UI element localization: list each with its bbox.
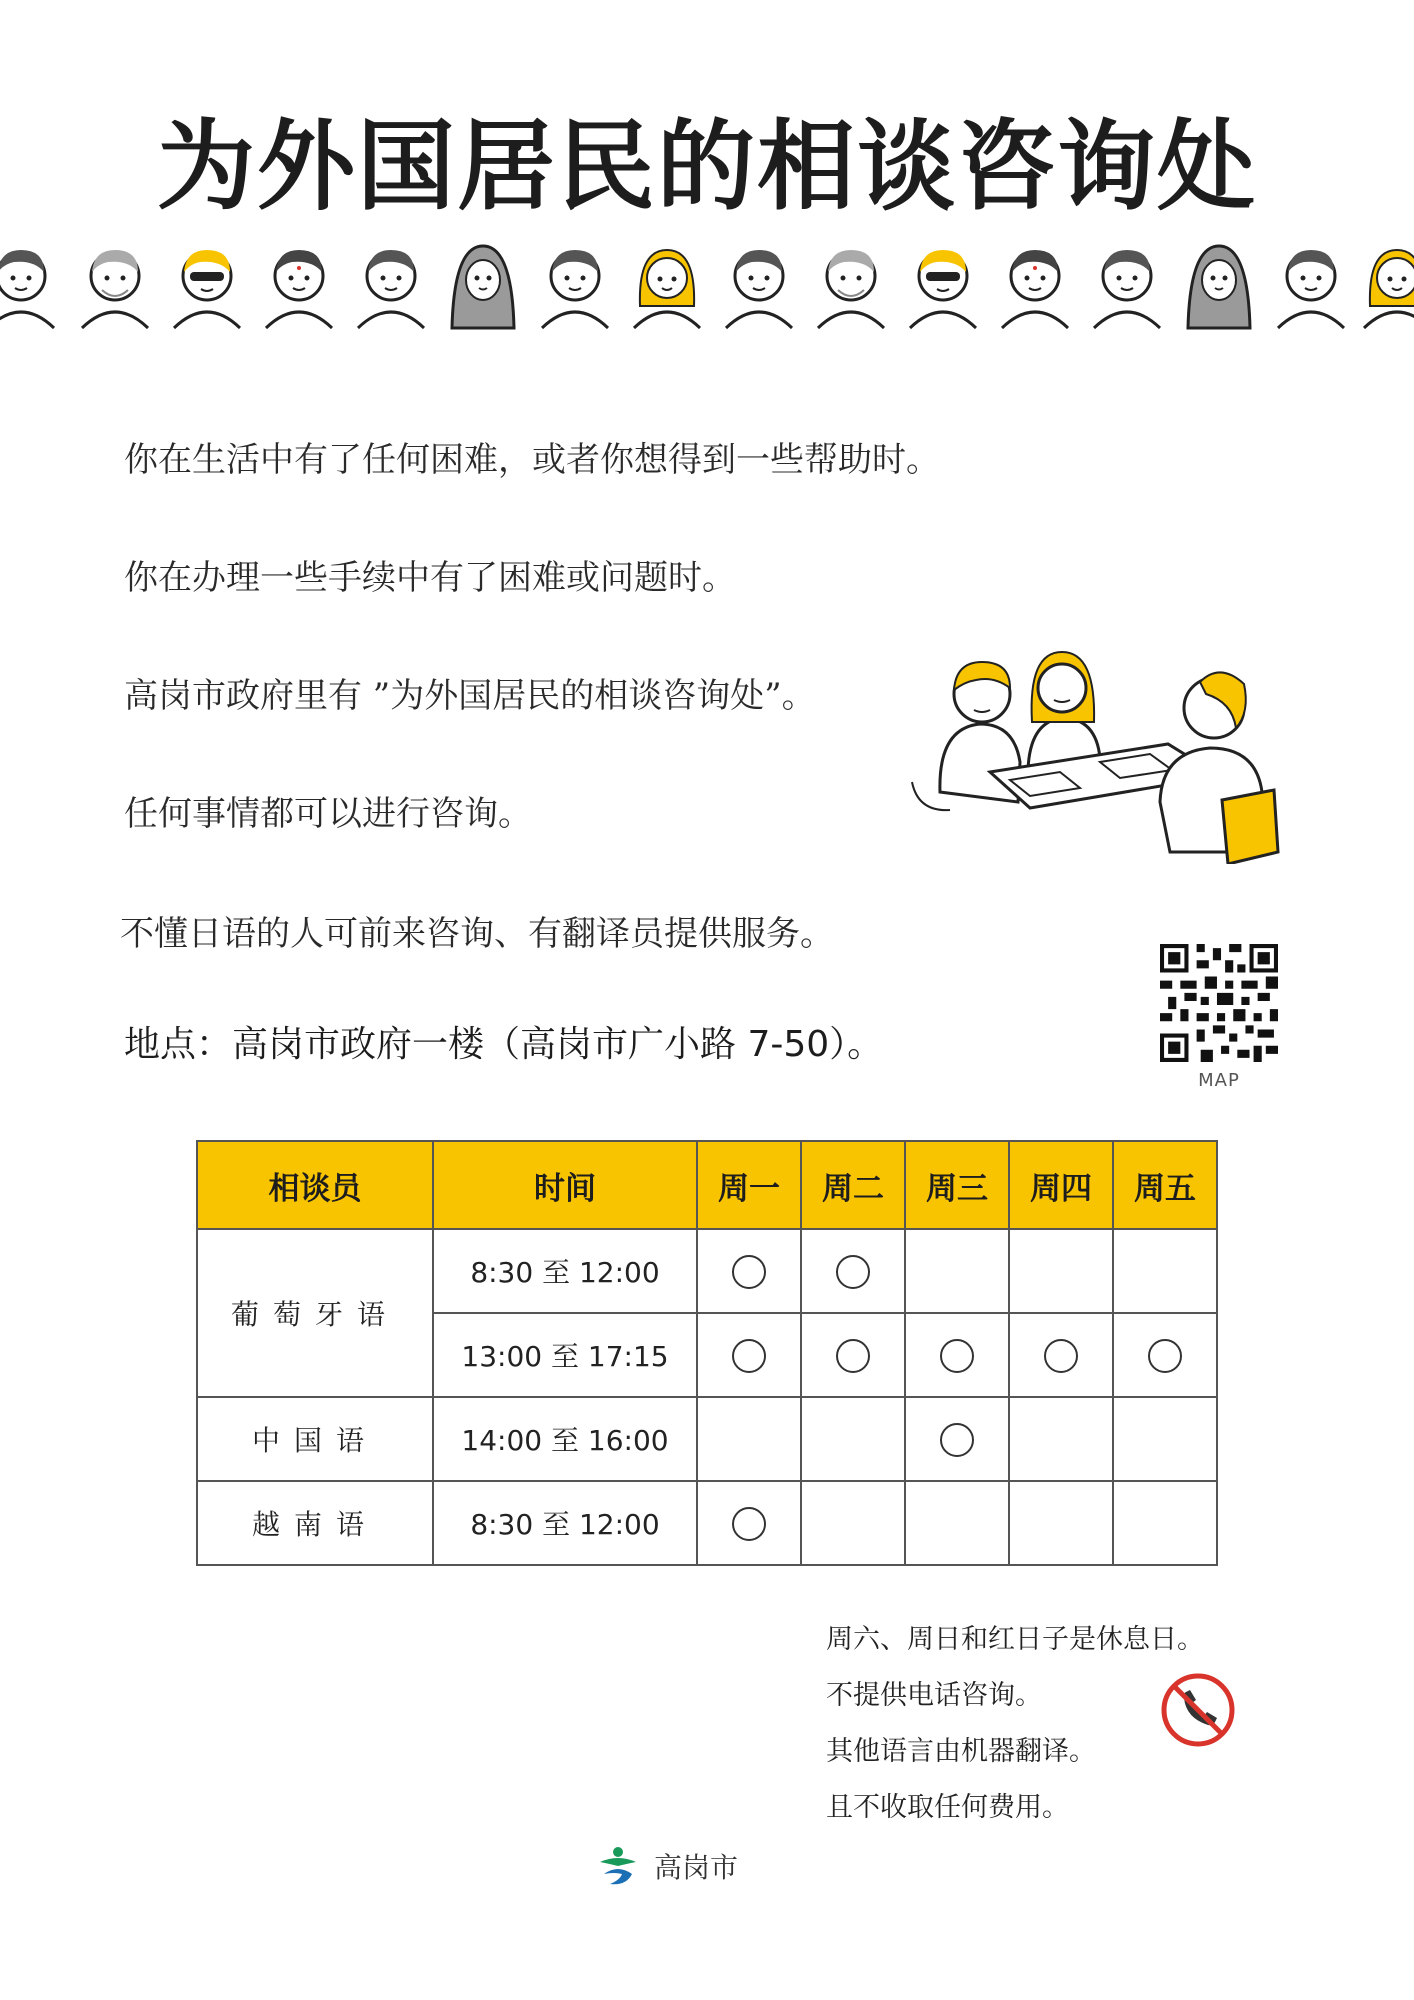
consultation-illustration bbox=[910, 632, 1286, 864]
language-cell: 中国语 bbox=[197, 1397, 433, 1481]
time-cell: 8:30 至 12:00 bbox=[433, 1229, 697, 1313]
note-line: 且不收取任何费用。 bbox=[826, 1792, 1069, 1823]
available-mark bbox=[732, 1255, 766, 1289]
time-cell: 13:00 至 17:15 bbox=[433, 1313, 697, 1397]
table-row bbox=[197, 1481, 1217, 1565]
day-cell bbox=[1113, 1313, 1217, 1397]
face-icon bbox=[540, 236, 610, 330]
intro-line: 你在生活中有了任何困难，或者你想得到一些帮助时。 bbox=[124, 440, 940, 480]
day-cell bbox=[697, 1481, 801, 1565]
faces-banner bbox=[0, 236, 1414, 330]
time-cell: 14:00 至 16:00 bbox=[433, 1397, 697, 1481]
header-thu: 周四 bbox=[1009, 1141, 1113, 1229]
header-tue: 周二 bbox=[801, 1141, 905, 1229]
note-line: 周六、周日和红日子是休息日。 bbox=[826, 1624, 1204, 1655]
intro-line: 不懂日语的人可前来咨询、有翻译员提供服务。 bbox=[120, 914, 834, 954]
table-header-row bbox=[197, 1141, 1217, 1229]
day-cell bbox=[905, 1313, 1009, 1397]
day-cell bbox=[1009, 1313, 1113, 1397]
face-icon bbox=[1276, 236, 1346, 330]
available-mark bbox=[1044, 1339, 1078, 1373]
note-line: 不提供电话咨询。 bbox=[826, 1680, 1042, 1711]
table-row bbox=[197, 1229, 1217, 1313]
note-line: 其他语言由机器翻译。 bbox=[826, 1736, 1096, 1767]
face-icon bbox=[1092, 236, 1162, 330]
day-cell bbox=[905, 1229, 1009, 1313]
city-logo-icon bbox=[596, 1844, 640, 1888]
available-mark bbox=[940, 1423, 974, 1457]
day-cell bbox=[1113, 1229, 1217, 1313]
header-counselor: 相谈员 bbox=[197, 1141, 433, 1229]
face-icon bbox=[1184, 236, 1254, 330]
face-icon bbox=[264, 236, 334, 330]
day-cell bbox=[1113, 1397, 1217, 1481]
face-icon bbox=[80, 236, 150, 330]
face-icon bbox=[448, 236, 518, 330]
location-text: 地点：高岗市政府一楼（高岗市广小路 7-50）。 bbox=[124, 1024, 884, 1065]
available-mark bbox=[732, 1507, 766, 1541]
intro-line: 你在办理一些手续中有了困难或问题时。 bbox=[124, 558, 736, 598]
footer bbox=[596, 1844, 738, 1888]
day-cell bbox=[801, 1229, 905, 1313]
no-phone-icon bbox=[1160, 1672, 1236, 1748]
page-title: 为外国居民的相谈咨询处 bbox=[156, 110, 1257, 224]
day-cell bbox=[697, 1313, 801, 1397]
notes bbox=[826, 1624, 1204, 1848]
header-mon: 周一 bbox=[697, 1141, 801, 1229]
intro-line: 高岗市政府里有 ”为外国居民的相谈咨询处”。 bbox=[124, 676, 816, 716]
face-icon bbox=[908, 236, 978, 330]
header-time: 时间 bbox=[433, 1141, 697, 1229]
face-icon bbox=[356, 236, 426, 330]
day-cell bbox=[801, 1481, 905, 1565]
map-qr-code[interactable] bbox=[1160, 944, 1278, 1062]
schedule-table bbox=[196, 1140, 1218, 1566]
day-cell bbox=[1009, 1481, 1113, 1565]
face-icon bbox=[632, 236, 702, 330]
day-cell bbox=[1009, 1229, 1113, 1313]
face-icon bbox=[816, 236, 886, 330]
table-row bbox=[197, 1397, 1217, 1481]
day-cell bbox=[905, 1481, 1009, 1565]
day-cell bbox=[801, 1397, 905, 1481]
day-cell bbox=[1113, 1481, 1217, 1565]
face-icon bbox=[1000, 236, 1070, 330]
face-icon bbox=[0, 236, 56, 330]
available-mark bbox=[836, 1255, 870, 1289]
day-cell bbox=[1009, 1397, 1113, 1481]
day-cell bbox=[905, 1397, 1009, 1481]
day-cell bbox=[697, 1397, 801, 1481]
available-mark bbox=[836, 1339, 870, 1373]
face-icon bbox=[724, 236, 794, 330]
intro-line: 任何事情都可以进行咨询。 bbox=[124, 794, 532, 834]
face-icon bbox=[1362, 236, 1414, 330]
header-fri: 周五 bbox=[1113, 1141, 1217, 1229]
face-icon bbox=[172, 236, 242, 330]
language-cell: 葡萄牙语 bbox=[197, 1229, 433, 1397]
available-mark bbox=[1148, 1339, 1182, 1373]
header-wed: 周三 bbox=[905, 1141, 1009, 1229]
footer-city: 高岗市 bbox=[654, 1851, 739, 1884]
day-cell bbox=[697, 1229, 801, 1313]
available-mark bbox=[940, 1339, 974, 1373]
day-cell bbox=[801, 1313, 905, 1397]
language-cell: 越南语 bbox=[197, 1481, 433, 1565]
time-cell: 8:30 至 12:00 bbox=[433, 1481, 697, 1565]
qr-label: MAP bbox=[1198, 1070, 1240, 1091]
available-mark bbox=[732, 1339, 766, 1373]
